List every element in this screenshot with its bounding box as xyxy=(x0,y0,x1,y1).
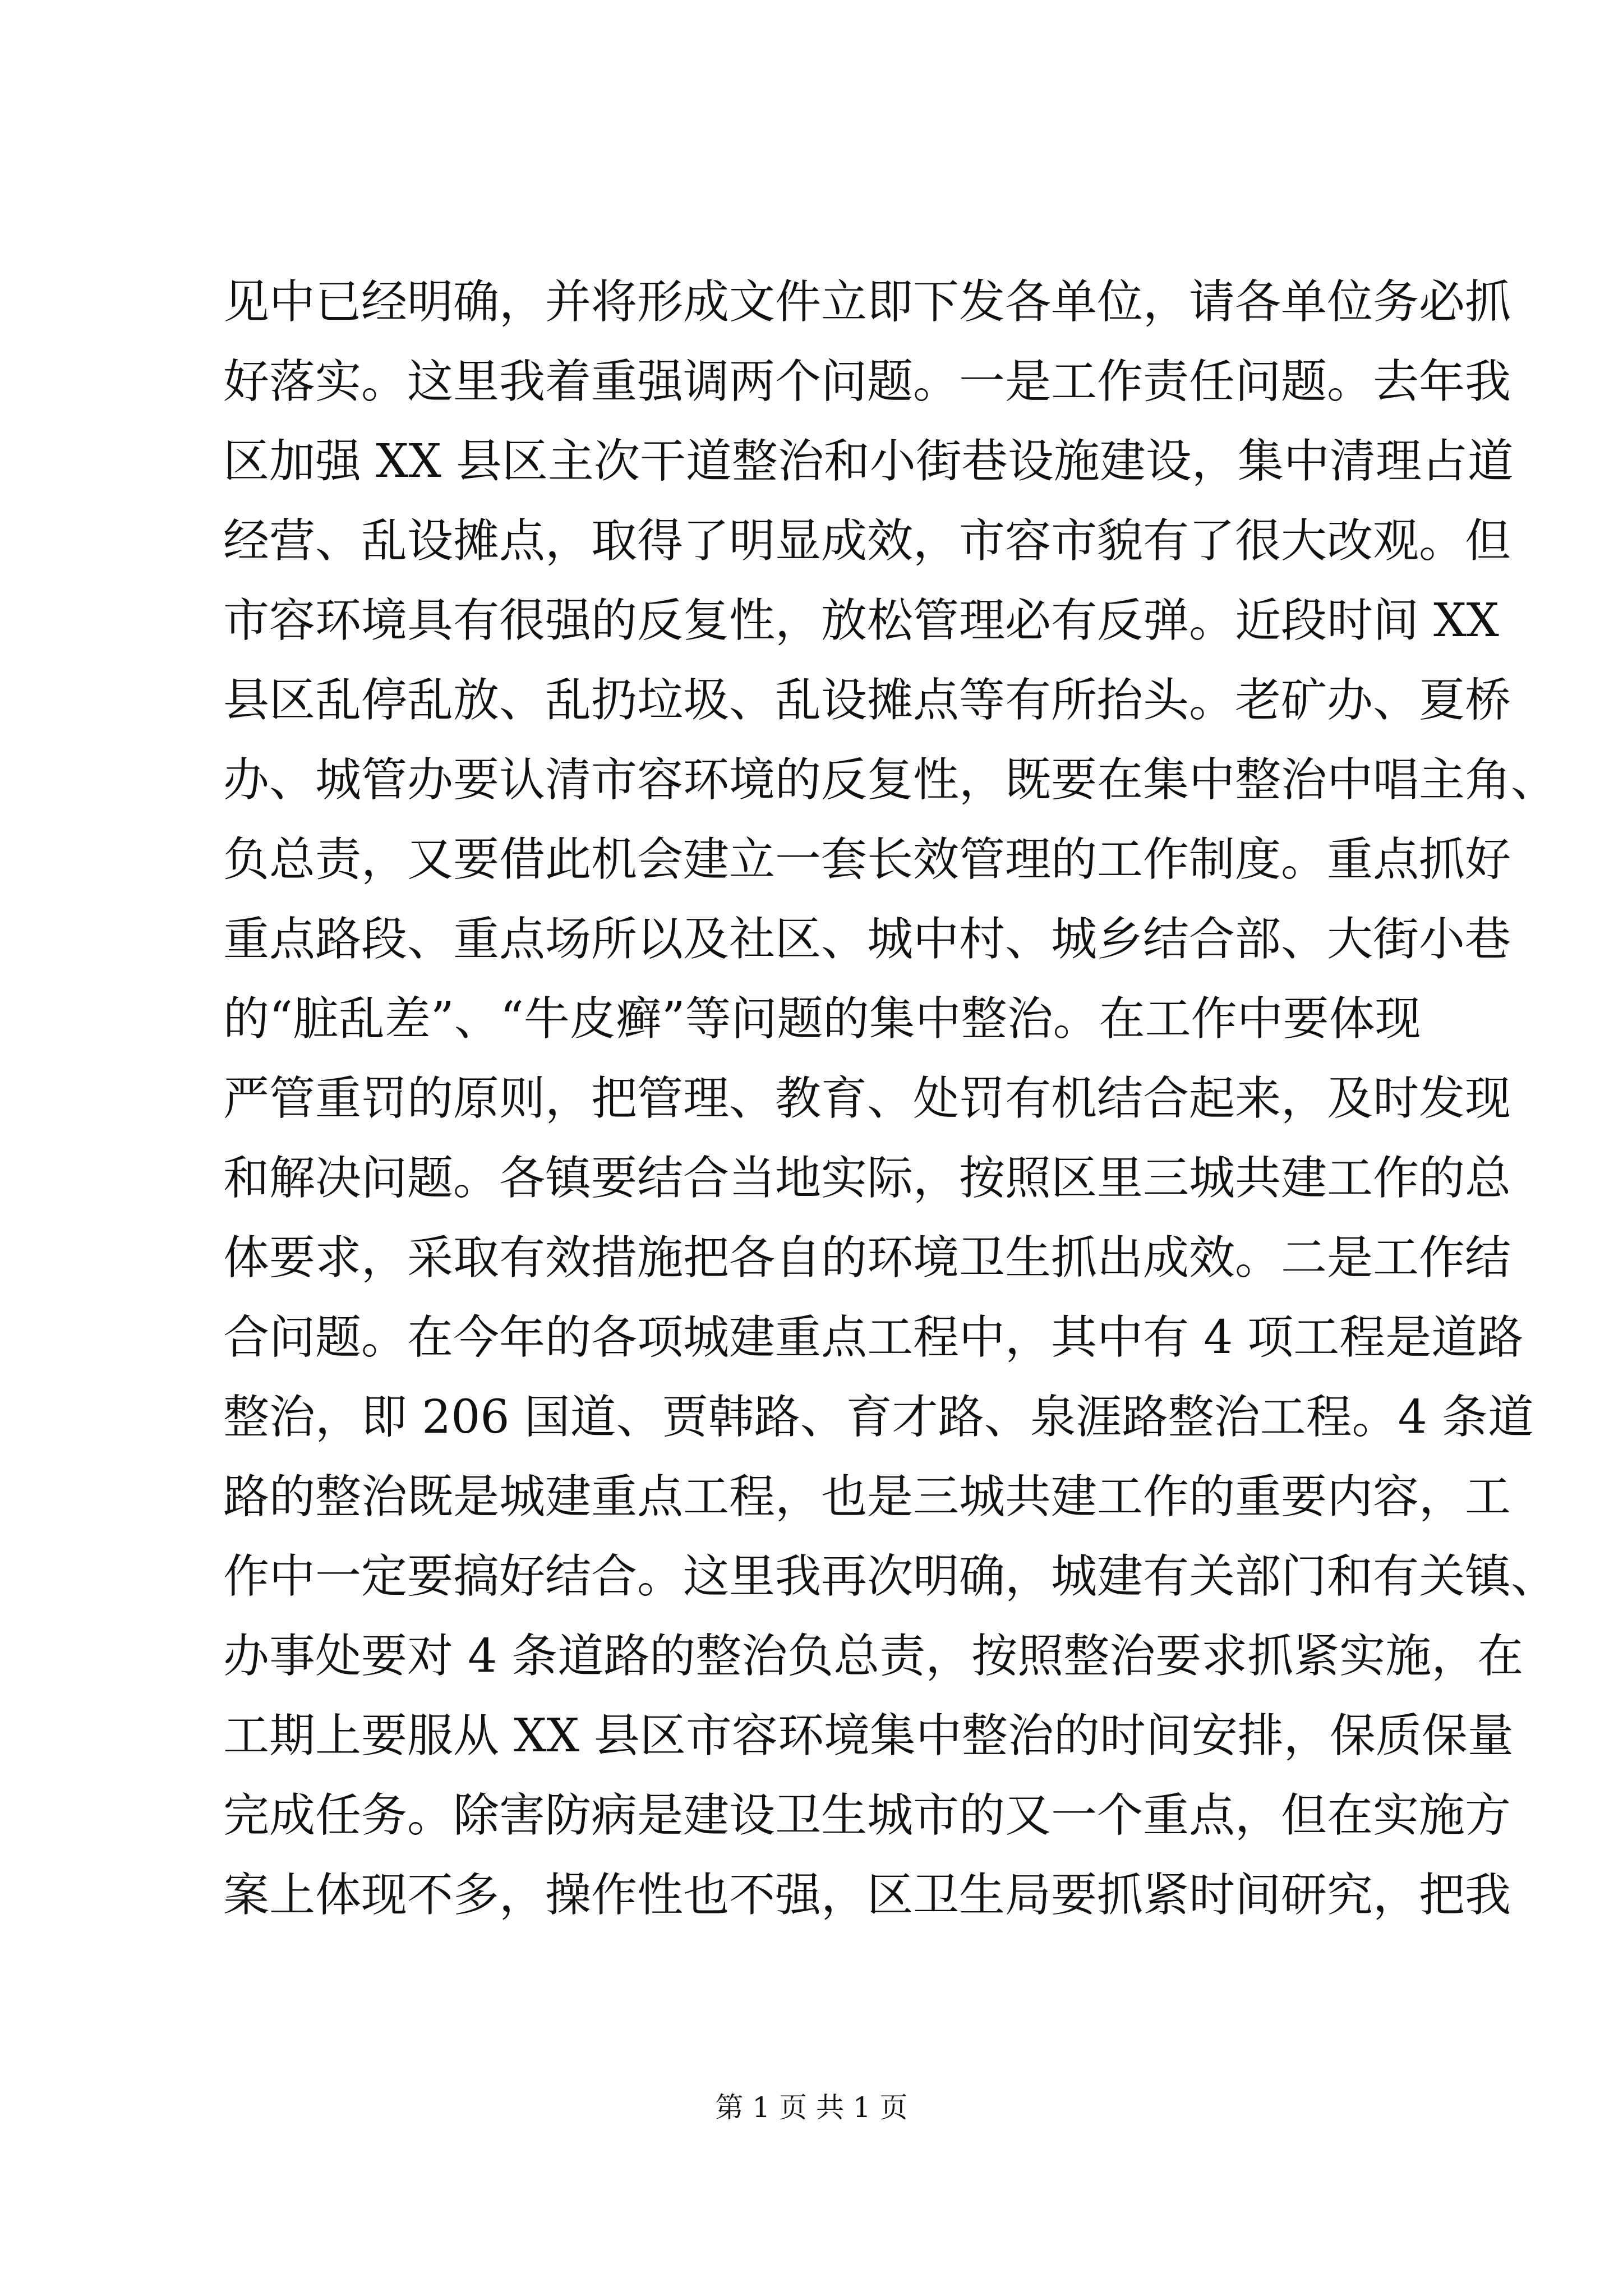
text-line-21: 案上体现不多，操作性也不强，区卫生局要抓紧时间研究，把我 xyxy=(223,1869,1511,1922)
text-line-18: 办事处要对 4 条道路的整治负总责，按照整治要求抓紧实施，在 xyxy=(223,1630,1524,1683)
text-line-1: 见中已经明确，并将形成文件立即下发各单位，请各单位务必抓 xyxy=(223,275,1511,329)
text-line-16: 路的整治既是城建重点工程，也是三城共建工作的重要内容，工 xyxy=(223,1470,1511,1524)
text-line-19: 工期上要服从 XX 县区市容环境集中整治的时间安排，保质保量 xyxy=(223,1709,1514,1763)
page-footer xyxy=(0,2088,1623,2127)
text-line-4: 经营、乱设摊点，取得了明显成效，市容市貌有了很大改观。但 xyxy=(223,514,1511,568)
text-line-15: 整治，即 206 国道、贾韩路、育才路、泉涯路整治工程。4 条道 xyxy=(223,1391,1534,1444)
body-text xyxy=(223,263,1557,1935)
text-line-8: 负总责，又要借此机会建立一套长效管理的工作制度。重点抓好 xyxy=(223,833,1511,886)
text-line-11: 严管重罚的原则，把管理、教育、处罚有机结合起来，及时发现 xyxy=(223,1072,1511,1125)
text-line-5: 市容环境具有很强的反复性，放松管理必有反弹。近段时间 XX xyxy=(223,594,1499,647)
text-line-14: 合问题。在今年的各项城建重点工程中，其中有 4 项工程是道路 xyxy=(223,1311,1524,1364)
text-line-9: 重点路段、重点场所以及社区、城中村、城乡结合部、大街小巷 xyxy=(223,913,1511,966)
text-line-20: 完成任务。除害防病是建设卫生城市的又一个重点，但在实施方 xyxy=(223,1789,1511,1842)
text-line-7: 办、城管办要认清市容环境的反复性，既要在集中整治中唱主角、 xyxy=(223,753,1557,807)
text-line-12: 和解决问题。各镇要结合当地实际，按照区里三城共建工作的总 xyxy=(223,1152,1511,1205)
text-line-3: 区加强 XX 县区主次干道整治和小街巷设施建设，集中清理占道 xyxy=(223,435,1514,488)
text-line-13: 体要求，采取有效措施把各自的环境卫生抓出成效。二是工作结 xyxy=(223,1231,1511,1285)
page-number-label: 第 1 页 共 1 页 xyxy=(715,2091,908,2124)
text-line-10: 的“脏乱差”、“牛皮癣”等问题的集中整治。在工作中要体现 xyxy=(223,992,1421,1046)
text-line-6: 县区乱停乱放、乱扔垃圾、乱设摊点等有所抬头。老矿办、夏桥 xyxy=(223,674,1511,727)
text-line-17: 作中一定要搞好结合。这里我再次明确，城建有关部门和有关镇、 xyxy=(223,1550,1557,1603)
text-line-2: 好落实。这里我着重强调两个问题。一是工作责任问题。去年我 xyxy=(223,355,1511,408)
